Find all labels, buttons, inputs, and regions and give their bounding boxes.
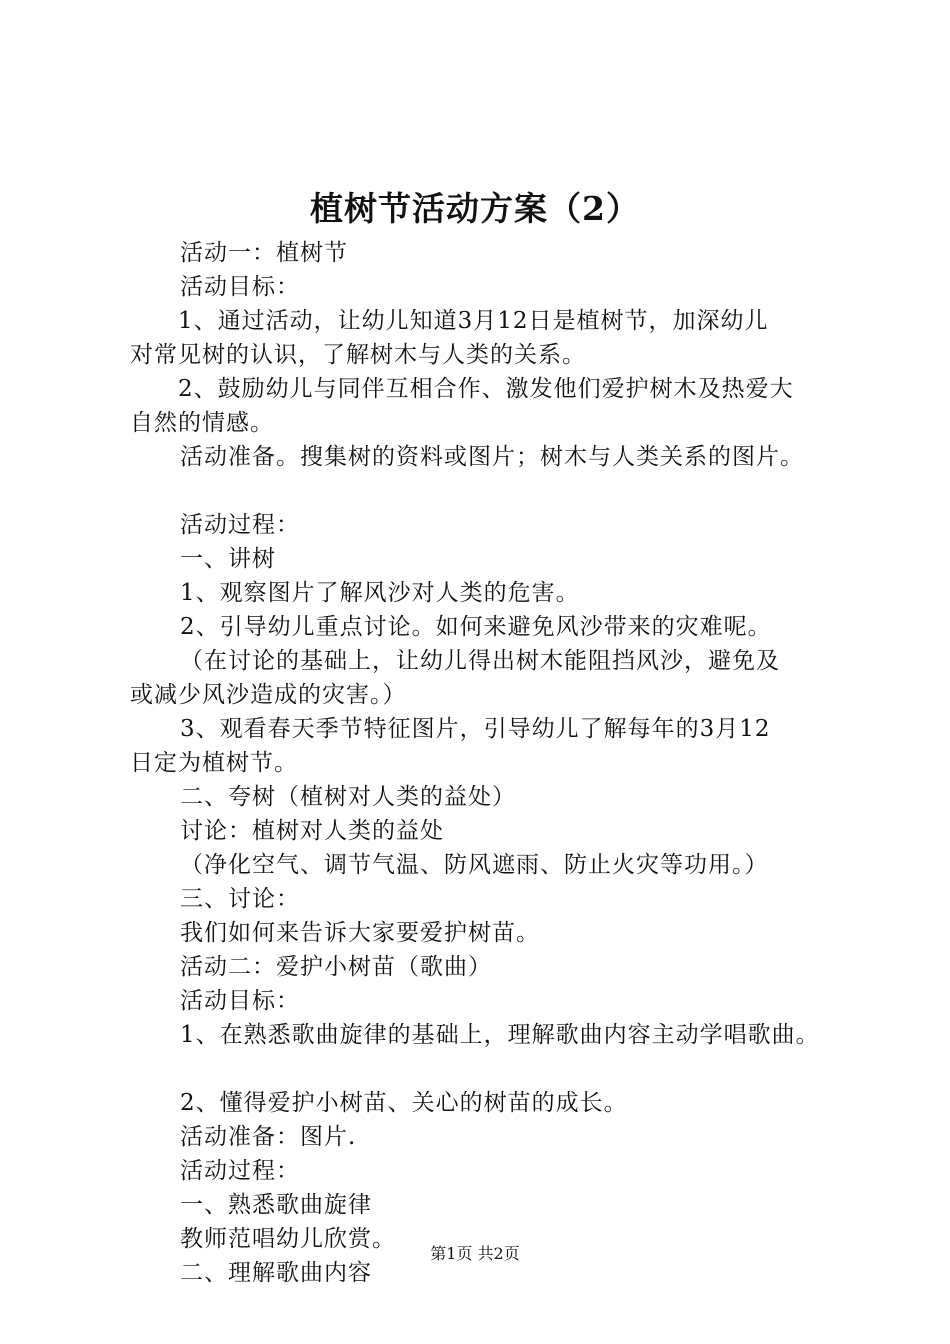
paragraph-line: 二、夸树（植树对人类的益处）	[180, 784, 516, 810]
paragraph-line: 1、通过活动，让幼儿知道3月12日是植树节，加深幼儿	[178, 308, 769, 334]
paragraph-line: 2、引导幼儿重点讨论。如何来避免风沙带来的灾难呢。	[180, 614, 772, 640]
document-title: 植树节活动方案（2）	[310, 189, 640, 228]
paragraph-line: 活动准备。搜集树的资料或图片；树木与人类关系的图片。	[180, 444, 804, 470]
paragraph-line: 活动过程：	[180, 1158, 300, 1184]
paragraph-line: 活动目标：	[180, 988, 300, 1014]
paragraph-line: 3、观看春天季节特征图片，引导幼儿了解每年的3月12	[180, 716, 771, 742]
paragraph-line: 1、观察图片了解风沙对人类的危害。	[180, 580, 580, 606]
paragraph-line: 二、理解歌曲内容	[180, 1260, 372, 1286]
paragraph-line: 2、鼓励幼儿与同伴互相合作、激发他们爱护树木及热爱大	[178, 376, 794, 402]
blank-line	[130, 474, 850, 508]
paragraph-line: （净化空气、调节气温、防风遮雨、防止火灾等功用。）	[180, 852, 769, 878]
paragraph-line: 活动过程：	[180, 512, 300, 538]
paragraph-line: 活动二：爱护小树苗（歌曲）	[180, 954, 492, 980]
paragraph-line: 教师范唱幼儿欣赏。	[180, 1226, 396, 1252]
paragraph-line: 1、在熟悉歌曲旋律的基础上，理解歌曲内容主动学唱歌曲。	[180, 1022, 820, 1048]
blank-line	[130, 1052, 850, 1086]
paragraph-line: 三、讨论：	[180, 886, 300, 912]
paragraph-line: 日定为植树节。	[130, 750, 298, 776]
paragraph-line: 我们如何来告诉大家要爱护树苗。	[180, 920, 540, 946]
paragraph-line: 对常见树的认识，了解树木与人类的关系。	[130, 342, 586, 368]
paragraph-line: 自然的情感。	[130, 410, 274, 436]
document-body	[130, 236, 850, 1290]
paragraph-line: 讨论：植树对人类的益处	[180, 818, 444, 844]
paragraph-line: 一、熟悉歌曲旋律	[180, 1192, 372, 1218]
paragraph-line: 2、懂得爱护小树苗、关心的树苗的成长。	[180, 1090, 628, 1116]
paragraph-line: 活动目标：	[180, 274, 300, 300]
paragraph-line: 活动一：植树节	[180, 240, 348, 266]
paragraph-line: 或减少风沙造成的灾害。）	[130, 682, 407, 708]
paragraph-line: 活动准备：图片.	[180, 1124, 357, 1150]
paragraph-line: 一、讲树	[180, 546, 276, 572]
page-footer: 第1页 共2页	[430, 1244, 520, 1263]
paragraph-line: （在讨论的基础上，让幼儿得出树木能阻挡风沙，避免及	[180, 648, 780, 674]
